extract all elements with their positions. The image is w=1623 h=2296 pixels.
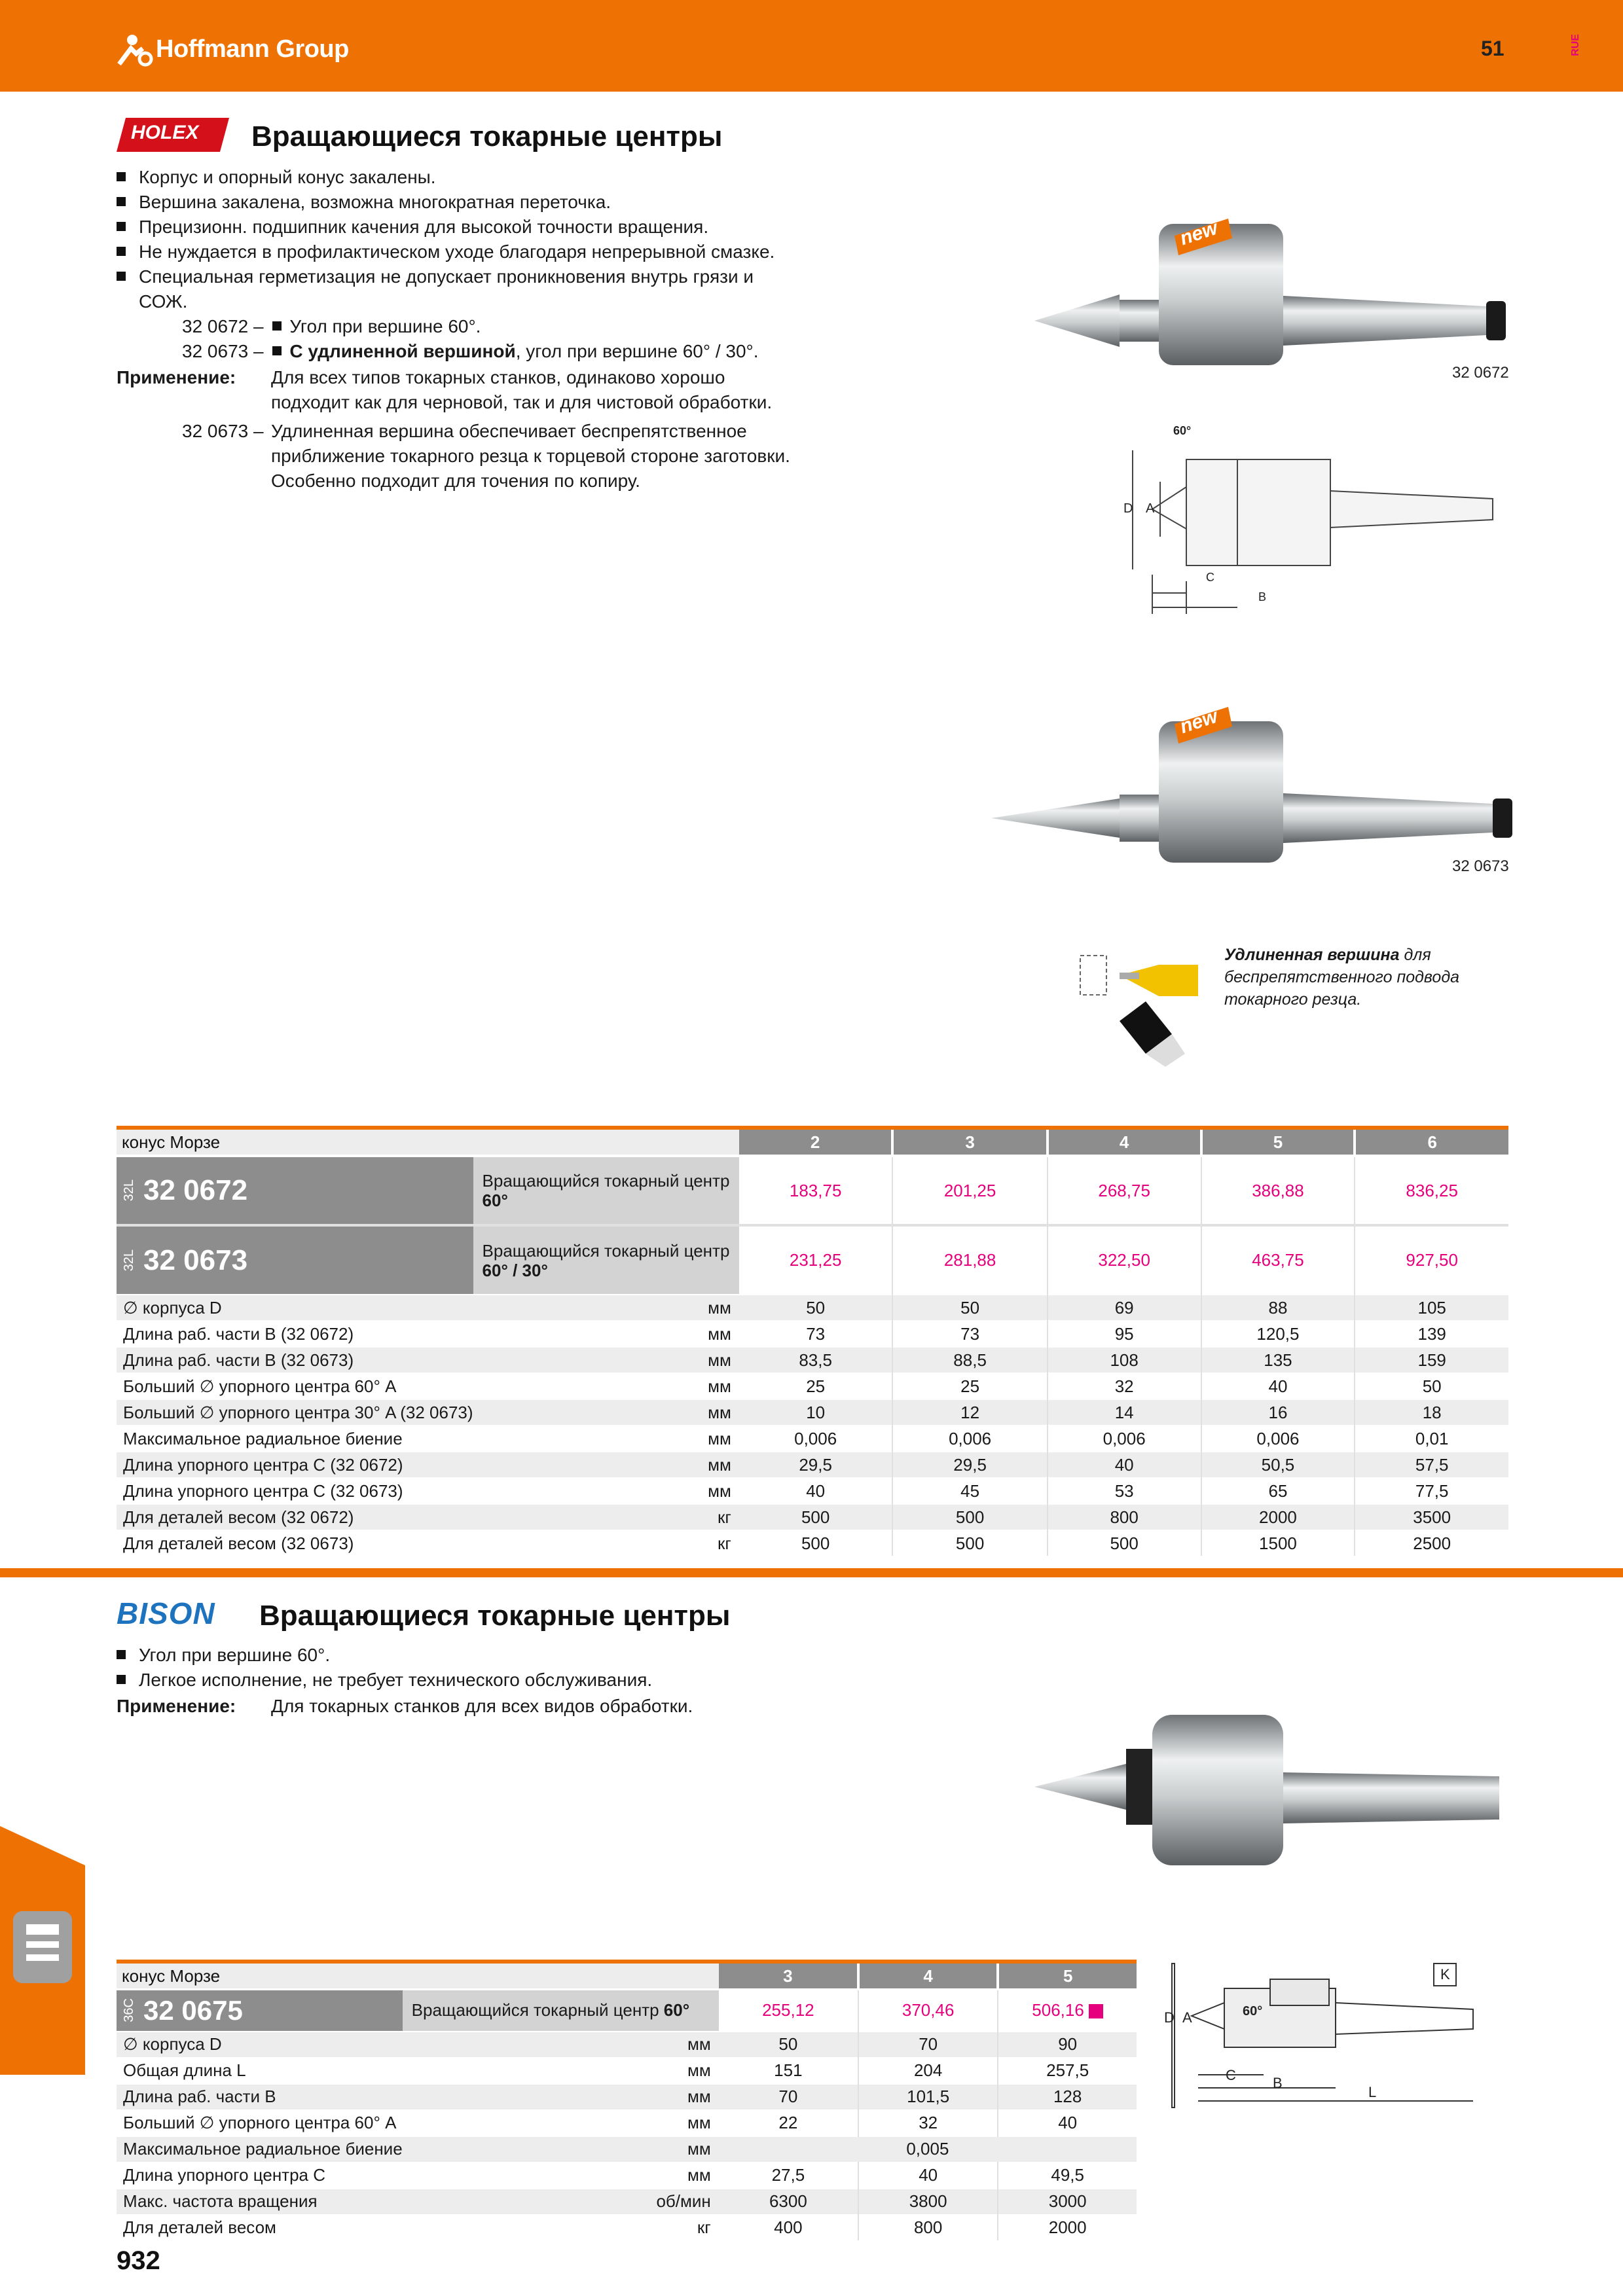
table-row xyxy=(117,1295,1508,1321)
value-cell: 53 xyxy=(1048,1478,1201,1504)
value-cell: 500 xyxy=(892,1530,1047,1556)
row-unit: мм xyxy=(403,2058,719,2084)
row-label: Общая длина L xyxy=(117,2058,403,2084)
value-cell: 500 xyxy=(739,1504,893,1530)
value-cell: 29,5 xyxy=(739,1452,893,1478)
value-cell: 105 xyxy=(1355,1295,1508,1321)
size-header: 5 xyxy=(1201,1130,1355,1156)
bullet-icon xyxy=(117,222,126,231)
product-row xyxy=(117,1156,1508,1225)
drawing-label-l: L xyxy=(1368,2084,1377,2100)
drawing-label-d: D xyxy=(1164,2009,1175,2026)
value-cell: 14 xyxy=(1048,1399,1201,1426)
table-row xyxy=(117,1452,1508,1478)
row-unit: кг xyxy=(473,1504,739,1530)
value-cell: 101,5 xyxy=(858,2084,998,2110)
application-text: Для всех типов токарных станков, одинаково хорошо подходит как для черновой, так и для чистовой обработки. xyxy=(271,367,773,412)
value-cell: 45 xyxy=(892,1478,1047,1504)
product-row xyxy=(117,1225,1508,1295)
row-label: Больший ∅ упорного центра 60° A xyxy=(117,1373,473,1399)
row-unit: мм xyxy=(473,1478,739,1504)
value-cell: 29,5 xyxy=(892,1452,1047,1478)
bullet-icon xyxy=(272,321,282,331)
value-cell: 135 xyxy=(1201,1347,1355,1373)
article-number: 32 0673 xyxy=(143,1244,248,1276)
product-name: Вращающийся токарный центр 60° / 30° xyxy=(473,1225,739,1295)
drawing-label-angle: 60° xyxy=(1243,2004,1263,2018)
application-label: Применение: xyxy=(117,367,236,387)
drawing-label-c: C xyxy=(1206,571,1214,584)
table-row xyxy=(117,2136,1137,2162)
row-unit: мм xyxy=(403,2084,719,2110)
row-unit: мм xyxy=(403,2110,719,2136)
value-cell: 25 xyxy=(739,1373,893,1399)
price-cell: 201,25 xyxy=(892,1156,1047,1225)
feature-item: Вершина закалена, возможна многократная переточка. xyxy=(117,190,902,215)
feature-item: Угол при вершине 60°. xyxy=(117,1643,968,1668)
article-number-cell: 36C 32 0675 xyxy=(117,1990,403,2032)
product-image-320673 xyxy=(989,707,1519,877)
table2-header-row xyxy=(117,1964,1137,1990)
value-cell: 500 xyxy=(1048,1530,1201,1556)
value-cell: 50 xyxy=(719,2032,858,2058)
row-unit: об/мин xyxy=(403,2189,719,2215)
bullet-icon xyxy=(117,272,126,281)
stock-square-icon xyxy=(1089,2004,1103,2018)
row-label: Макс. частота вращения xyxy=(117,2189,403,2215)
table-row xyxy=(117,2110,1137,2136)
row-label: Длина раб. части B (32 0672) xyxy=(117,1321,473,1347)
drawing-label-k: K xyxy=(1440,1966,1450,1982)
value-cell: 151 xyxy=(719,2058,858,2084)
feature-item: СОЖ. xyxy=(139,291,188,312)
application-text: Для токарных станков для всех видов обработки. xyxy=(271,1696,693,1716)
size-header: 4 xyxy=(858,1964,998,1990)
table-row xyxy=(117,1347,1508,1373)
value-cell: 50,5 xyxy=(1201,1452,1355,1478)
value-cell: 57,5 xyxy=(1355,1452,1508,1478)
value-cell: 257,5 xyxy=(998,2058,1137,2084)
drawing-label-a: A xyxy=(1146,501,1155,516)
size-header: 4 xyxy=(1048,1130,1201,1156)
value-cell: 18 xyxy=(1355,1399,1508,1426)
value-cell: 159 xyxy=(1355,1347,1508,1373)
value-cell: 0,01 xyxy=(1355,1426,1508,1452)
value-cell: 83,5 xyxy=(739,1347,893,1373)
drawing-label-b: B xyxy=(1258,590,1267,603)
image-caption: 32 0673 xyxy=(1452,857,1509,875)
chapter-side-tab xyxy=(0,1826,85,2075)
value-cell: 40 xyxy=(739,1478,893,1504)
row-label: Длина раб. части B (32 0673) xyxy=(117,1347,473,1373)
value-cell: 50 xyxy=(739,1295,893,1321)
row-label: Больший ∅ упорного центра 30° A (32 0673) xyxy=(117,1399,473,1426)
hoffmann-logo-icon xyxy=(117,34,153,67)
price-cell: 255,12 xyxy=(762,2000,814,2020)
row-label: Для деталей весом (32 0672) xyxy=(117,1504,473,1530)
table-row xyxy=(117,2189,1137,2215)
table-row xyxy=(117,1321,1508,1347)
row-label: Длина упорного центра C xyxy=(117,2162,403,2189)
value-cell: 95 xyxy=(1048,1321,1201,1347)
price-cell: 268,75 xyxy=(1048,1156,1201,1225)
row-unit: мм xyxy=(403,2162,719,2189)
value-cell: 3000 xyxy=(998,2189,1137,2215)
bison-feature-list xyxy=(117,1643,968,1693)
table1-spec-body xyxy=(117,1295,1508,1556)
value-cell: 69 xyxy=(1048,1295,1201,1321)
price-cell: 322,50 xyxy=(1048,1225,1201,1295)
value-cell: 108 xyxy=(1048,1347,1201,1373)
article-number: 32 0675 xyxy=(143,1994,243,2026)
brand-name: Hoffmann Group xyxy=(156,35,349,63)
value-cell: 65 xyxy=(1201,1478,1355,1504)
row-unit: мм xyxy=(473,1321,739,1347)
drawing-label-d: D xyxy=(1123,501,1133,516)
size-header: 5 xyxy=(998,1964,1137,1990)
price-cell: 463,75 xyxy=(1201,1225,1355,1295)
row-label: Длина упорного центра C (32 0672) xyxy=(117,1452,473,1478)
variant-line-2: 32 0673 – С удлиненной вершиной, угол при вершине 60° / 30°. xyxy=(182,341,759,361)
value-cell: 88,5 xyxy=(892,1347,1047,1373)
value-cell: 2000 xyxy=(1201,1504,1355,1530)
image-caption: 32 0672 xyxy=(1452,364,1509,382)
new-badge-text: new xyxy=(1177,217,1220,250)
size-header: 3 xyxy=(892,1130,1047,1156)
value-cell: 77,5 xyxy=(1355,1478,1508,1504)
note-code: 32 0673 – xyxy=(182,421,264,441)
row-unit: мм xyxy=(403,2032,719,2058)
section-title-holex: Вращающиеся токарные центры xyxy=(251,120,723,152)
value-cell: 2000 xyxy=(998,2215,1137,2240)
row-unit: мм xyxy=(473,1347,739,1373)
price-cell: 836,25 xyxy=(1355,1156,1508,1225)
row-label: Длина раб. части B xyxy=(117,2084,403,2110)
page-number: 932 xyxy=(117,2246,160,2275)
bullet-icon xyxy=(117,1650,126,1659)
section-divider xyxy=(0,1568,1623,1577)
value-cell: 0,006 xyxy=(1048,1426,1201,1452)
value-cell: 50 xyxy=(892,1295,1047,1321)
section-title-bison: Вращающиеся токарные центры xyxy=(259,1600,731,1632)
table-row xyxy=(117,1504,1508,1530)
row-unit: кг xyxy=(473,1530,739,1556)
size-header: 3 xyxy=(719,1964,858,1990)
value-cell: 10 xyxy=(739,1399,893,1426)
bullet-icon xyxy=(117,247,126,256)
drawing-label-angle: 60° xyxy=(1173,424,1192,437)
drawing-label-c: C xyxy=(1226,2067,1236,2083)
value-cell: 1500 xyxy=(1201,1530,1355,1556)
value-cell: 16 xyxy=(1201,1399,1355,1426)
row-label: Для деталей весом xyxy=(117,2215,403,2240)
value-cell: 70 xyxy=(858,2032,998,2058)
bullet-icon xyxy=(117,1675,126,1684)
value-cell: 88 xyxy=(1201,1295,1355,1321)
bullet-icon xyxy=(117,172,126,181)
table-row xyxy=(117,2162,1137,2189)
row-unit: кг xyxy=(403,2215,719,2240)
morse-taper-label: конус Морзе xyxy=(117,1964,719,1990)
table-row xyxy=(117,2215,1137,2240)
value-cell: 73 xyxy=(739,1321,893,1347)
value-cell: 50 xyxy=(1355,1373,1508,1399)
feature-item: Корпус и опорный конус закалены. xyxy=(117,165,902,190)
value-cell: 0,006 xyxy=(892,1426,1047,1452)
price-cell: 281,88 xyxy=(892,1225,1047,1295)
row-unit: мм xyxy=(473,1295,739,1321)
value-cell: 0,006 xyxy=(739,1426,893,1452)
value-cell: 120,5 xyxy=(1201,1321,1355,1347)
value-cell: 49,5 xyxy=(998,2162,1137,2189)
row-label: Больший ∅ упорного центра 60° A xyxy=(117,2110,403,2136)
feature-item: Специальная герметизация не допускает проникновения внутрь грязи и xyxy=(117,264,902,289)
value-cell: 40 xyxy=(998,2110,1137,2136)
bison-logo: BISON xyxy=(117,1596,215,1630)
value-cell: 0,005 xyxy=(719,2136,1137,2162)
value-cell: 32 xyxy=(1048,1373,1201,1399)
price-cell: 506,16 xyxy=(998,1990,1137,2032)
value-cell: 40 xyxy=(1048,1452,1201,1478)
price-cell: 183,75 xyxy=(789,1180,842,1200)
price-cell: 370,46 xyxy=(858,1990,998,2032)
value-cell: 400 xyxy=(719,2215,858,2240)
technical-drawing-320675 xyxy=(1159,1957,1512,2114)
bullet-icon xyxy=(272,346,282,355)
size-header: 6 xyxy=(1355,1130,1508,1156)
row-unit: мм xyxy=(403,2136,719,2162)
table2-spec-body xyxy=(117,2032,1137,2240)
table-row xyxy=(117,1478,1508,1504)
row-label: ∅ корпуса D xyxy=(117,1295,473,1321)
note-text: Удлиненная вершина обеспечивает беспрепятственное приближение токарного резца к торцевой стороне заготовки. Особенно подходит для точения по копиру. xyxy=(271,421,790,491)
article-number-cell: 32L 32 0672 xyxy=(117,1156,473,1225)
value-cell: 32 xyxy=(858,2110,998,2136)
drawing-label-b: B xyxy=(1273,2075,1283,2091)
value-cell: 800 xyxy=(1048,1504,1201,1530)
feature-item: Легкое исполнение, не требует технического обслуживания. xyxy=(117,1668,968,1693)
feature-item: Не нуждается в профилактическом уходе благодаря непрерывной смазке. xyxy=(117,240,902,264)
holex-logo-text: HOLEX xyxy=(131,122,199,143)
table-row xyxy=(117,1426,1508,1452)
row-unit: мм xyxy=(473,1399,739,1426)
value-cell: 40 xyxy=(858,2162,998,2189)
technical-drawing-320672 xyxy=(1113,424,1519,620)
value-cell: 139 xyxy=(1355,1321,1508,1347)
value-cell: 25 xyxy=(892,1373,1047,1399)
variant-line-1: 32 0672 – Угол при вершине 60°. xyxy=(182,316,481,336)
article-number-cell: 32L 32 0673 xyxy=(117,1225,473,1295)
price-cell: 231,25 xyxy=(789,1250,842,1270)
price-cell: 927,50 xyxy=(1355,1225,1508,1295)
size-header: 2 xyxy=(739,1130,893,1156)
table-row xyxy=(117,2032,1137,2058)
value-cell: 2500 xyxy=(1355,1530,1508,1556)
value-cell: 73 xyxy=(892,1321,1047,1347)
value-cell: 70 xyxy=(719,2084,858,2110)
row-unit: мм xyxy=(473,1452,739,1478)
value-cell: 800 xyxy=(858,2215,998,2240)
table-row xyxy=(117,1399,1508,1426)
row-unit: мм xyxy=(473,1373,739,1399)
morse-taper-label: конус Морзе xyxy=(117,1130,739,1156)
bullet-icon xyxy=(117,197,126,206)
extended-tip-illustration xyxy=(1074,936,1211,1067)
row-unit: мм xyxy=(473,1426,739,1452)
row-label: Максимальное радиальное биение xyxy=(117,1426,473,1452)
table1 xyxy=(117,1130,1508,1556)
value-cell: 500 xyxy=(892,1504,1047,1530)
value-cell: 40 xyxy=(1201,1373,1355,1399)
product-row xyxy=(117,1990,1137,2032)
product-image-320675 xyxy=(1028,1702,1519,1898)
price-cell: 386,88 xyxy=(1201,1156,1355,1225)
value-cell: 90 xyxy=(998,2032,1137,2058)
table1-header-row xyxy=(117,1130,1508,1156)
row-label: ∅ корпуса D xyxy=(117,2032,403,2058)
tip-caption: Удлиненная вершина для беспрепятственного подвода токарного резца. xyxy=(1224,946,1460,1009)
drawing-label-a: A xyxy=(1182,2009,1192,2026)
value-cell: 0,006 xyxy=(1201,1426,1355,1452)
row-label: Длина упорного центра C (32 0673) xyxy=(117,1478,473,1504)
value-cell: 6300 xyxy=(719,2189,858,2215)
article-number: 32 0672 xyxy=(143,1174,248,1206)
page-number-top: 51 xyxy=(1481,37,1504,60)
table-row xyxy=(117,2058,1137,2084)
value-cell: 500 xyxy=(739,1530,893,1556)
value-cell: 3500 xyxy=(1355,1504,1508,1530)
product-name: Вращающийся токарный центр 60° xyxy=(403,1990,719,2032)
value-cell: 3800 xyxy=(858,2189,998,2215)
value-cell: 204 xyxy=(858,2058,998,2084)
row-label: Для деталей весом (32 0673) xyxy=(117,1530,473,1556)
value-cell: 12 xyxy=(892,1399,1047,1426)
feature-item: Прецизионн. подшипник качения для высокой точности вращения. xyxy=(117,215,902,240)
new-badge-text: new xyxy=(1177,705,1220,738)
row-label: Максимальное радиальное биение xyxy=(117,2136,403,2162)
table2 xyxy=(117,1964,1137,2240)
application-label: Применение: xyxy=(117,1696,236,1716)
value-cell: 22 xyxy=(719,2110,858,2136)
table-row xyxy=(117,1530,1508,1556)
table-row xyxy=(117,2084,1137,2110)
product-name: Вращающийся токарный центр 60° xyxy=(473,1156,739,1225)
holex-feature-list xyxy=(117,165,902,314)
language-tag: RUE xyxy=(1570,34,1581,56)
value-cell: 27,5 xyxy=(719,2162,858,2189)
table-row xyxy=(117,1373,1508,1399)
product-image-320672 xyxy=(1028,209,1519,380)
value-cell: 128 xyxy=(998,2084,1137,2110)
